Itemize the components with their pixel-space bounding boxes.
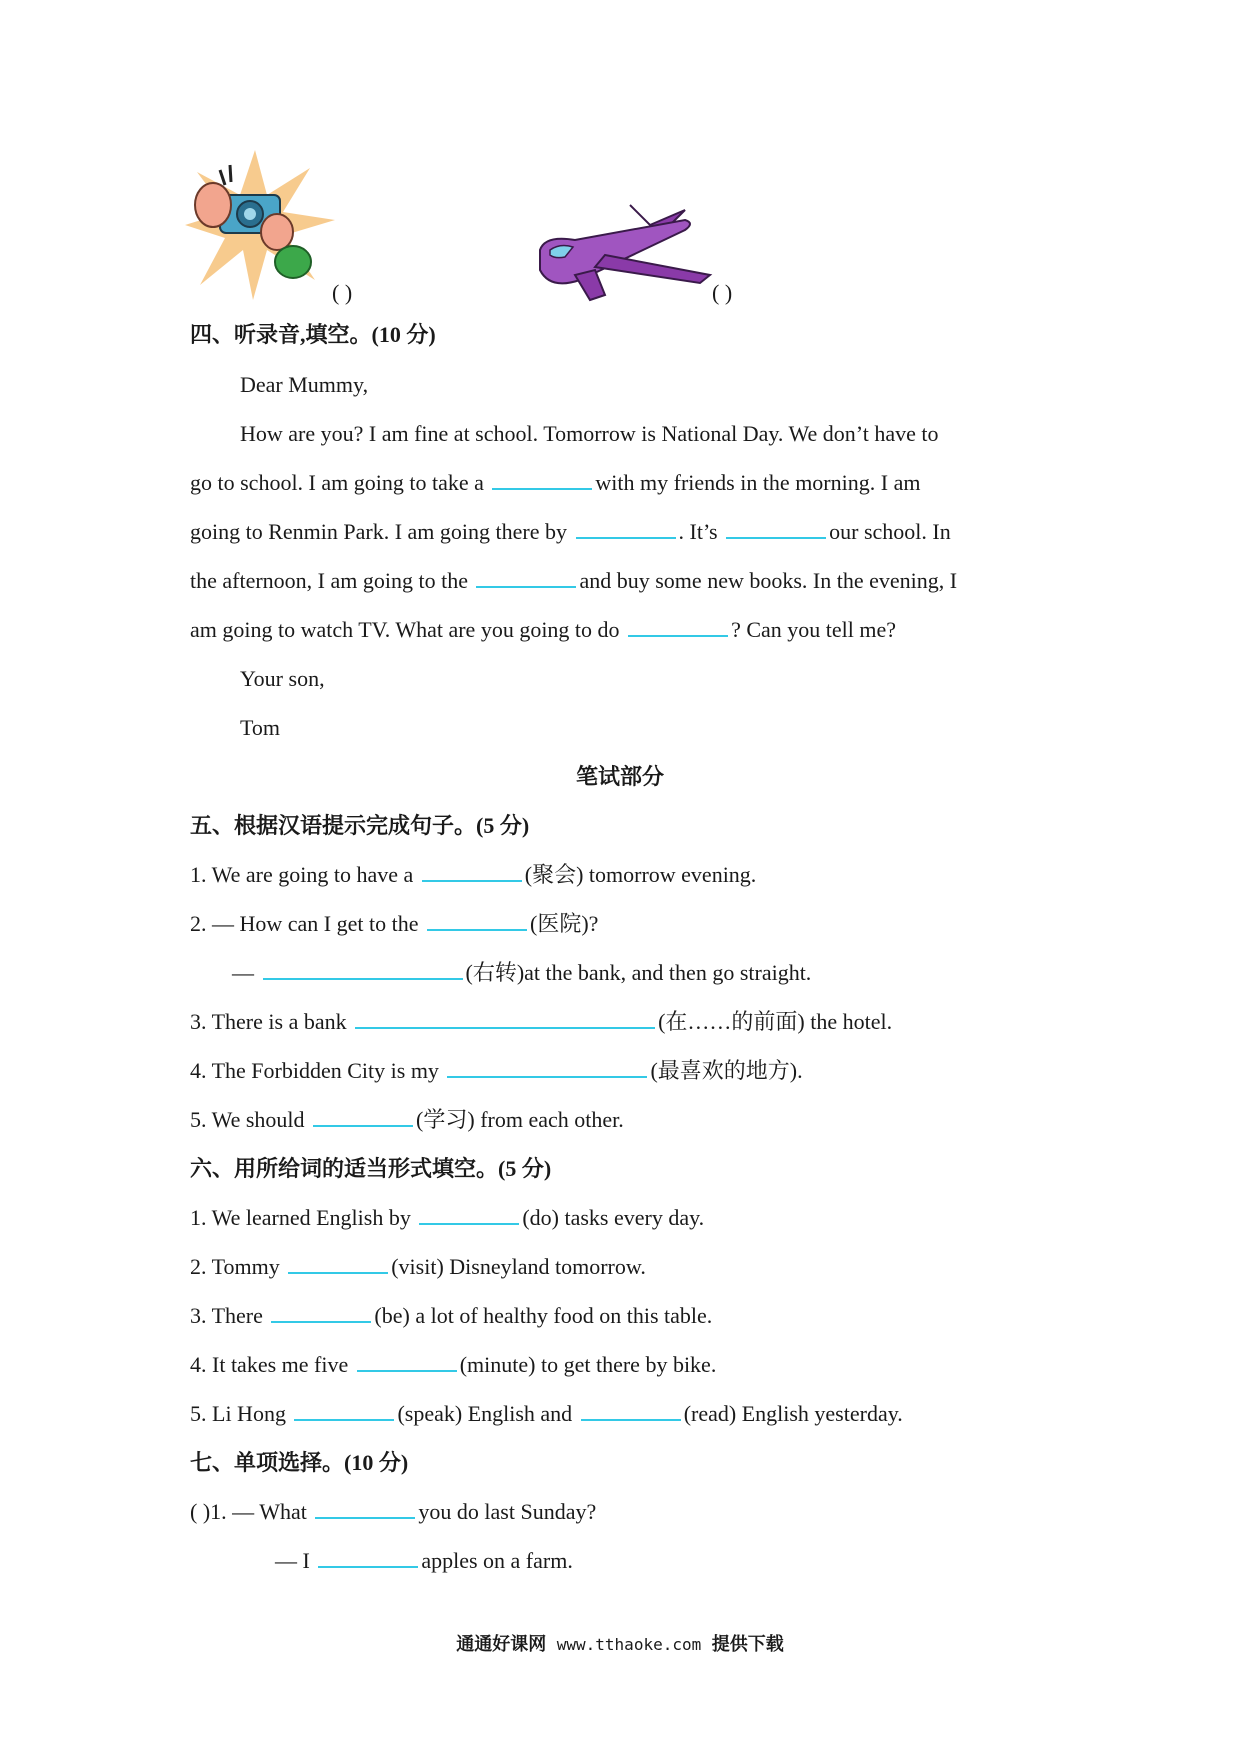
sleeve-shape: [275, 246, 311, 278]
letter-line-4: the afternoon, I am going to the and buy some new books. In the evening, I: [190, 568, 958, 593]
answer-blank[interactable]: [419, 1203, 519, 1225]
airplane-picture: [535, 195, 715, 305]
letter-line-5: am going to watch TV. What are you going to do ? Can you tell me?: [190, 617, 897, 642]
answer-blank[interactable]: [294, 1399, 394, 1421]
answer-blank[interactable]: [628, 615, 728, 637]
section6-heading: 六、用所给词的适当形式填空。(5 分): [190, 1156, 552, 1181]
section7-question-1: ( )1. — What you do last Sunday?: [190, 1499, 597, 1524]
answer-blank[interactable]: [315, 1497, 415, 1519]
section5-question-5: 5. We should (学习) from each other.: [190, 1107, 624, 1132]
section6-question-3: 3. There (be) a lot of healthy food on this table.: [190, 1303, 713, 1328]
letter-greeting: Dear Mummy,: [240, 372, 369, 397]
answer-blank[interactable]: [263, 958, 463, 980]
section5-question-1: 1. We are going to have a (聚会) tomorrow evening.: [190, 862, 757, 887]
letter-signature: Tom: [240, 715, 281, 740]
picture2-answer-parens: ( ): [712, 280, 733, 305]
section6-question-2: 2. Tommy (visit) Disneyland tomorrow.: [190, 1254, 646, 1279]
footer-suffix: 提供下载: [711, 1634, 784, 1654]
section7-heading: 七、单项选择。(10 分): [190, 1450, 409, 1475]
section5-question-3: 3. There is a bank (在……的前面) the hotel.: [190, 1009, 893, 1034]
answer-blank[interactable]: [422, 860, 522, 882]
letter-closing: Your son,: [240, 666, 325, 691]
answer-blank[interactable]: [313, 1105, 413, 1127]
letter-line-3: going to Renmin Park. I am going there by . It’s our school. In: [190, 519, 951, 544]
answer-blank[interactable]: [476, 566, 576, 588]
hand-shape: [195, 183, 231, 227]
answer-blank[interactable]: [318, 1546, 418, 1568]
page-footer: [0, 1630, 1240, 1656]
section5-question-2: 2. — How can I get to the (医院)?: [190, 911, 599, 936]
section6-question-4: 4. It takes me five (minute) to get there by bike.: [190, 1352, 717, 1377]
answer-blank[interactable]: [357, 1350, 457, 1372]
section5-heading: 五、根据汉语提示完成句子。(5 分): [190, 813, 530, 838]
answer-blank[interactable]: [355, 1007, 655, 1029]
answer-blank[interactable]: [726, 517, 826, 539]
camera-picture: [185, 150, 335, 305]
section5-question-2-reply: — (右转)at the bank, and then go straight.: [232, 960, 812, 985]
section4-heading: 四、听录音,填空。(10 分): [190, 322, 436, 347]
answer-blank[interactable]: [447, 1056, 647, 1078]
answer-blank[interactable]: [581, 1399, 681, 1421]
answer-blank[interactable]: [492, 468, 592, 490]
letter-line-1: How are you? I am fine at school. Tomorrow is National Day. We don’t have to: [240, 421, 939, 446]
section6-question-1: 1. We learned English by (do) tasks every day.: [190, 1205, 705, 1230]
plane-wing: [595, 255, 710, 283]
section5-question-4: 4. The Forbidden City is my (最喜欢的地方).: [190, 1058, 803, 1083]
picture1-answer-parens: ( ): [332, 280, 353, 305]
footer-brand: 通通好课网: [456, 1634, 547, 1654]
answer-blank[interactable]: [271, 1301, 371, 1323]
written-part-title: 笔试部分: [575, 764, 664, 789]
answer-blank[interactable]: [576, 517, 676, 539]
section6-question-5: 5. Li Hong (speak) English and (read) English yesterday.: [190, 1401, 903, 1426]
answer-blank[interactable]: [288, 1252, 388, 1274]
footer-url[interactable]: www.tthaoke.com: [556, 1635, 702, 1654]
letter-line-2: go to school. I am going to take a with my friends in the morning. I am: [190, 470, 921, 495]
section7-question-1-reply: — I apples on a farm.: [275, 1548, 573, 1573]
answer-blank[interactable]: [427, 909, 527, 931]
